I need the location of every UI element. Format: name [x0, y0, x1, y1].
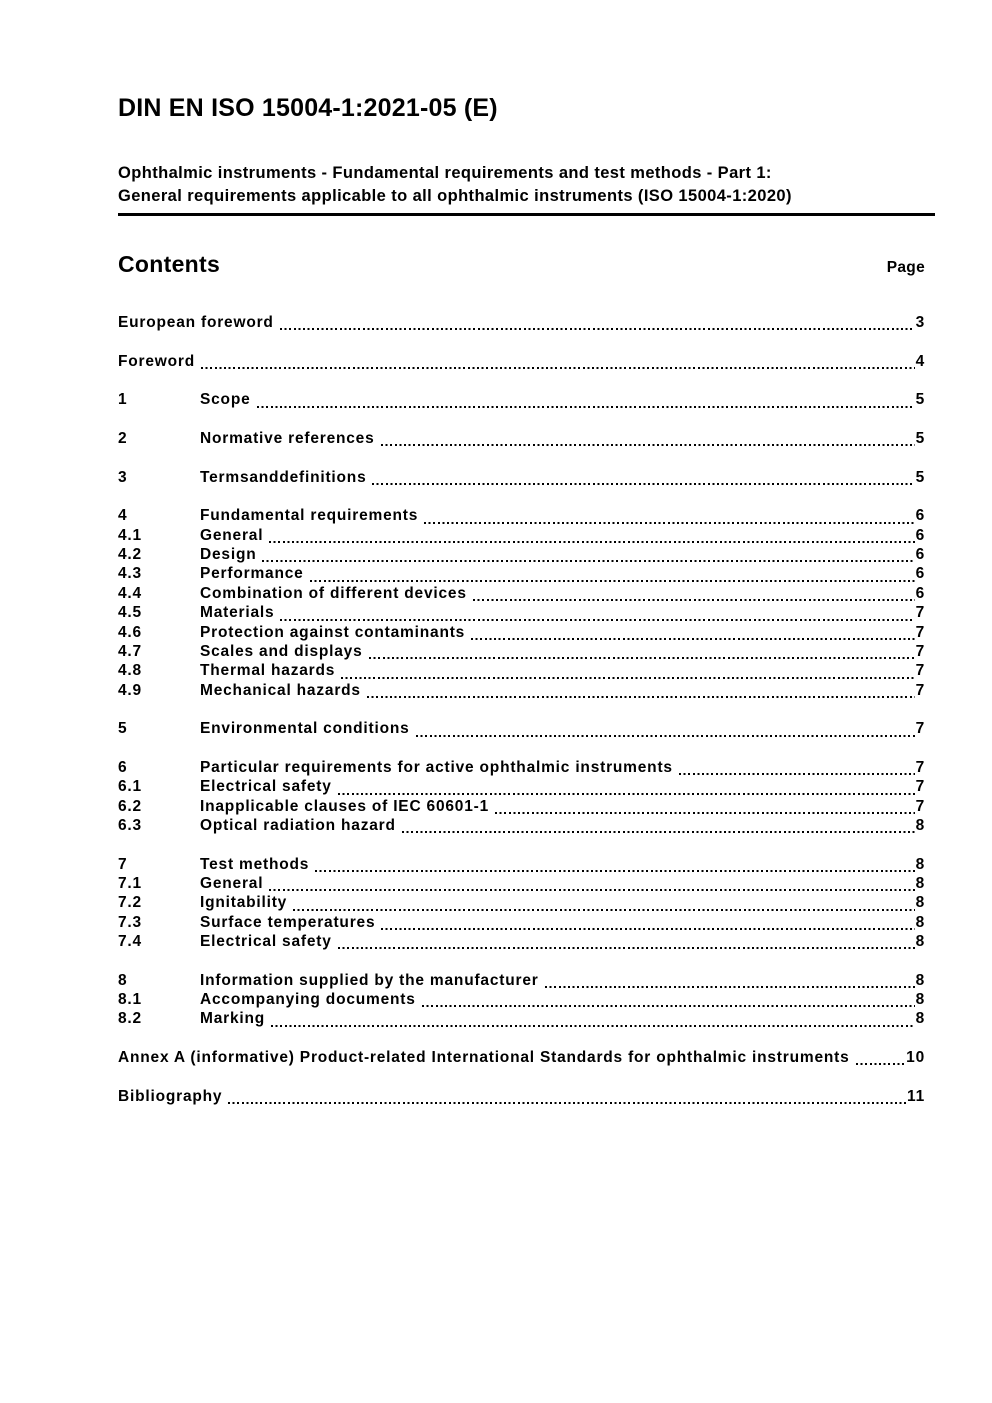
toc-entry — [118, 643, 925, 662]
toc-entry — [118, 856, 925, 875]
toc-entry-page: 8 — [915, 855, 925, 873]
toc-entry — [118, 778, 925, 797]
toc-entry-page: 6 — [915, 584, 925, 602]
toc-entry-page: 7 — [915, 720, 925, 738]
toc-entry-title: Accompanying documents — [200, 991, 416, 1009]
toc-leader-dots — [424, 507, 914, 526]
toc-entry-page: 8 — [915, 1010, 925, 1028]
toc-leader-dots — [293, 894, 914, 913]
toc-entry-number: 4.9 — [118, 681, 142, 699]
toc-entry-title: Materials — [200, 604, 275, 622]
toc-entry-number: 6.1 — [118, 778, 142, 796]
toc-entry-title: Electrical safety — [200, 933, 332, 950]
toc-entry-title: Inapplicable clauses of IEC 60601-1 — [200, 797, 490, 815]
toc-leader-dots — [372, 469, 914, 488]
toc-entry-page: 7 — [915, 778, 925, 796]
toc-entry-number: 4.4 — [118, 584, 142, 602]
toc-entry — [118, 604, 925, 623]
toc-entry — [118, 585, 925, 604]
toc-entry-title: General — [200, 874, 264, 892]
toc-list — [118, 314, 925, 1107]
toc-entry-title: Normative references — [200, 430, 375, 448]
toc-group — [118, 314, 925, 333]
toc-entry-page: 6 — [915, 546, 925, 564]
toc-entry-title: Scales and displays — [200, 642, 363, 660]
toc-entry — [118, 1088, 925, 1107]
toc-leader-dots — [381, 430, 915, 449]
toc-entry-page: 8 — [915, 913, 925, 931]
toc-group — [118, 720, 925, 739]
toc-entry-page: 6 — [915, 526, 925, 544]
toc-entry — [118, 546, 925, 565]
toc-leader-dots — [856, 1049, 906, 1068]
toc-entry-page: 7 — [915, 604, 925, 622]
toc-leader-dots — [257, 391, 915, 410]
toc-entry-page: 8 — [915, 971, 925, 989]
toc-entry-page: 5 — [915, 391, 925, 409]
toc-entry-number: 6.2 — [118, 797, 142, 815]
toc-entry — [118, 972, 925, 991]
toc-group — [118, 430, 925, 449]
toc-entry-title: Annex A (informative) Product-related International Standards for ophthalmic instruments — [118, 1049, 850, 1067]
toc-entry-number: 6.3 — [118, 816, 142, 834]
toc-entry-page: 4 — [915, 352, 925, 370]
toc-entry-page: 6 — [915, 565, 925, 583]
toc-entry-number: 7.3 — [118, 913, 142, 931]
toc-entry-title: Test methods — [200, 855, 310, 873]
toc-entry-number: 8.1 — [118, 991, 142, 1009]
toc-entry-title: Thermal hazards — [200, 662, 336, 680]
toc-entry-title: Optical radiation hazard — [200, 816, 396, 834]
toc-entry-number: 4.8 — [118, 662, 142, 680]
toc-entry-title: Mechanical hazards — [200, 681, 361, 699]
toc-leader-dots — [473, 585, 915, 604]
toc-entry-page: 5 — [915, 468, 925, 486]
toc-leader-dots — [341, 662, 914, 681]
toc-leader-dots — [280, 604, 914, 623]
toc-leader-dots — [422, 991, 915, 1010]
toc-entry-page: 7 — [915, 758, 925, 776]
page-column-label: Page — [886, 259, 925, 276]
toc-entry-number: 1 — [118, 391, 128, 409]
toc-leader-dots — [381, 914, 914, 933]
toc-entry-title: Protection against contaminants — [200, 623, 466, 641]
toc-entry — [118, 894, 925, 913]
toc-leader-dots — [280, 314, 915, 333]
toc-entry — [118, 1049, 925, 1068]
toc-leader-dots — [269, 875, 914, 894]
toc-entry — [118, 662, 925, 681]
toc-group — [118, 759, 925, 836]
toc-group — [118, 507, 925, 700]
toc-entry-page: 3 — [915, 314, 925, 331]
toc-entry-number: 8.2 — [118, 1010, 142, 1028]
toc-entry — [118, 798, 925, 817]
toc-leader-dots — [201, 353, 915, 372]
toc-entry-page: 7 — [915, 642, 925, 660]
toc-entry-number: 4.7 — [118, 642, 142, 660]
toc-entry — [118, 565, 925, 584]
toc-entry-page: 6 — [915, 507, 925, 525]
toc-entry-page: 8 — [915, 816, 925, 834]
toc-entry-page: 5 — [915, 430, 925, 448]
toc-entry-page: 8 — [915, 874, 925, 892]
toc-entry-page: 7 — [915, 681, 925, 699]
toc-leader-dots — [269, 527, 914, 546]
toc-leader-dots — [369, 643, 915, 662]
toc-entry — [118, 933, 925, 952]
toc-leader-dots — [545, 972, 915, 991]
toc-entry — [118, 875, 925, 894]
contents-heading: Contents — [118, 251, 221, 277]
toc-entry-number: 4.2 — [118, 546, 142, 564]
toc-leader-dots — [338, 933, 915, 952]
toc-entry — [118, 817, 925, 836]
toc-entry-title: Ignitability — [200, 894, 288, 912]
toc-entry-title: Combination of different devices — [200, 584, 467, 602]
toc-entry-title: Bibliography — [118, 1087, 223, 1105]
toc-entry — [118, 430, 925, 449]
toc-leader-dots — [416, 720, 915, 739]
toc-entry-number: 4.1 — [118, 526, 142, 544]
toc-entry-page: 7 — [915, 623, 925, 641]
toc-entry — [118, 720, 925, 739]
toc-entry-title: Scope — [200, 391, 251, 409]
toc-entry-page: 10 — [906, 1049, 925, 1067]
toc-entry-page: 8 — [915, 894, 925, 912]
toc-entry-number: 6 — [118, 758, 128, 776]
toc-entry — [118, 991, 925, 1010]
toc-leader-dots — [262, 546, 914, 565]
toc-entry-title: Particular requirements for active ophthalmic instruments — [200, 758, 673, 776]
toc-entry — [118, 391, 925, 410]
document-title — [118, 162, 935, 216]
toc-entry — [118, 527, 925, 546]
toc-leader-dots — [471, 624, 914, 643]
toc-entry-number: 3 — [118, 468, 128, 486]
toc-entry — [118, 469, 925, 488]
toc-entry-number: 7.4 — [118, 933, 142, 950]
toc-group — [118, 1088, 925, 1107]
contents-header — [118, 251, 925, 277]
toc-entry-number: 4.5 — [118, 604, 142, 622]
toc-leader-dots — [402, 817, 915, 836]
toc-entry-title: Performance — [200, 565, 304, 583]
toc-group — [118, 353, 925, 372]
toc-entry-title: Fundamental requirements — [200, 507, 419, 525]
toc-entry — [118, 914, 925, 933]
toc-entry-number: 7.2 — [118, 894, 142, 912]
toc-entry — [118, 682, 925, 701]
toc-entry-number: 4.6 — [118, 623, 142, 641]
toc-entry-number: 7.1 — [118, 874, 142, 892]
toc-leader-dots — [338, 778, 915, 797]
toc-entry-page: 11 — [907, 1087, 925, 1105]
toc-leader-dots — [271, 1010, 915, 1029]
document-title-line2: General requirements applicable to all ophthalmic instruments (ISO 15004-1:2020) — [118, 187, 792, 205]
toc-entry-title: Foreword — [118, 352, 196, 370]
toc-entry — [118, 759, 925, 778]
toc-entry-number: 5 — [118, 720, 128, 738]
toc-leader-dots — [315, 856, 914, 875]
document-code: DIN EN ISO 15004-1:2021-05 (E) — [118, 94, 498, 122]
toc-group — [118, 856, 925, 953]
toc-leader-dots — [228, 1088, 906, 1107]
toc-entry-title: General — [200, 526, 264, 544]
toc-entry-number: 2 — [118, 430, 128, 448]
toc-entry — [118, 624, 925, 643]
toc-group — [118, 972, 925, 1030]
toc-entry-title: Design — [200, 546, 257, 564]
toc-leader-dots — [310, 565, 915, 584]
toc-entry-title: Marking — [200, 1010, 266, 1028]
toc-entry-number: 8 — [118, 971, 128, 989]
toc-entry-title: Environmental conditions — [200, 720, 410, 738]
toc-leader-dots — [367, 682, 915, 701]
toc-entry-title: Information supplied by the manufacturer — [200, 971, 539, 989]
toc-group — [118, 391, 925, 410]
toc-entry — [118, 507, 925, 526]
toc-entry — [118, 1010, 925, 1029]
toc-entry-number: 7 — [118, 855, 128, 873]
toc-entry-title: Surface temperatures — [200, 913, 376, 931]
toc-entry-title: Electrical safety — [200, 778, 332, 796]
toc-entry-number: 4 — [118, 507, 128, 525]
toc-entry — [118, 353, 925, 372]
toc-entry-title: Termsanddefinitions — [200, 468, 367, 486]
toc-entry-page: 8 — [915, 933, 925, 950]
toc-entry-page: 8 — [915, 991, 925, 1009]
toc-entry-number: 4.3 — [118, 565, 142, 583]
toc-leader-dots — [495, 798, 915, 817]
toc-group — [118, 1049, 925, 1068]
toc-entry-page: 7 — [915, 662, 925, 680]
toc-entry-title: European foreword — [118, 314, 274, 331]
toc-leader-dots — [679, 759, 915, 778]
toc-entry — [118, 314, 925, 333]
document-title-line1: Ophthalmic instruments - Fundamental requirements and test methods - Part 1: — [118, 164, 772, 182]
toc-group — [118, 469, 925, 488]
toc-entry-page: 7 — [915, 797, 925, 815]
